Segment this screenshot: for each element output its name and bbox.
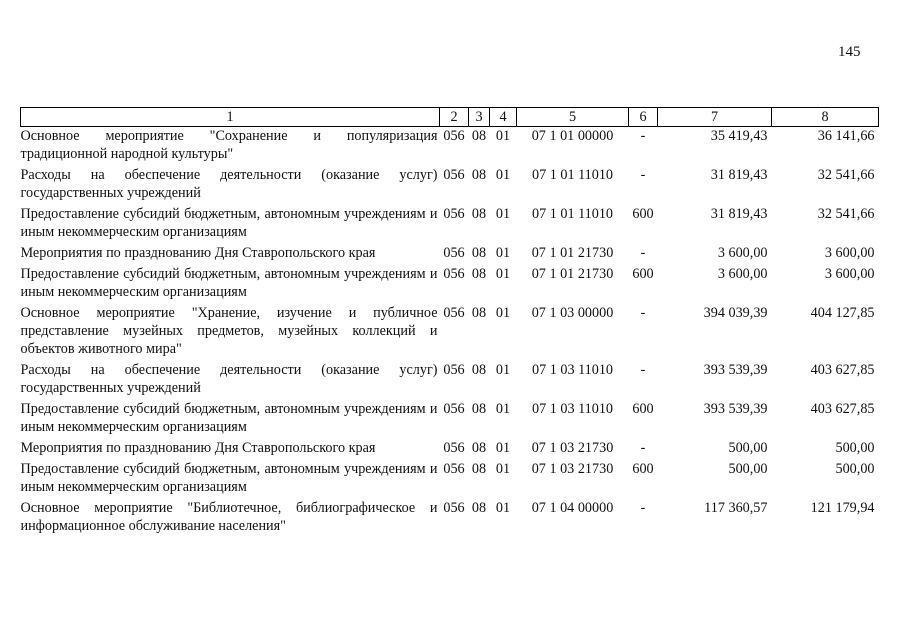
subsection-code: 01 (495, 305, 511, 321)
expense-name: Расходы на обеспечение деятельности (оказание услуг) государственных учреждений (20, 362, 438, 396)
table-row (21, 400, 879, 436)
expense-type-code: 600 (632, 206, 654, 222)
expense-type-code: - (640, 362, 646, 378)
table-row (21, 304, 879, 358)
amount-year-1: 117 360,57 (704, 500, 768, 516)
section-code: 08 (471, 461, 487, 477)
ministry-code: 056 (443, 461, 465, 477)
table-row (21, 361, 879, 397)
budget-table (20, 107, 879, 535)
expense-name: Мероприятия по празднованию Дня Ставропольского края (20, 440, 376, 456)
amount-year-1: 31 819,43 (710, 167, 768, 183)
amount-year-1: 393 539,39 (703, 362, 768, 378)
table-row (21, 166, 879, 202)
amount-year-1: 3 600,00 (717, 266, 768, 282)
expense-name: Предоставление субсидий бюджетным, автономным учреждениям и иным некоммерческим организациям (20, 461, 438, 495)
table-row (21, 499, 879, 535)
target-item-code: 07 1 01 00000 (531, 128, 614, 144)
expense-name: Предоставление субсидий бюджетным, автономным учреждениям и иным некоммерческим организациям (20, 266, 438, 300)
ministry-code: 056 (443, 206, 465, 222)
expense-type-code: 600 (632, 401, 654, 417)
subsection-code: 01 (495, 167, 511, 183)
target-item-code: 07 1 03 11010 (531, 401, 614, 417)
table-row (21, 265, 879, 301)
amount-year-1: 394 039,39 (703, 305, 768, 321)
amount-year-1: 35 419,43 (710, 128, 768, 144)
expense-name: Основное мероприятие "Хранение, изучение и публичное представление музейных предметов, музейных коллекций и объектов животного мира" (20, 305, 438, 357)
section-code: 08 (471, 500, 487, 516)
header-cell: 1 (21, 108, 440, 127)
section-code: 08 (471, 362, 487, 378)
header-cell: 2 (440, 108, 469, 127)
target-item-code: 07 1 03 21730 (531, 440, 614, 456)
expense-type-code: - (640, 245, 646, 261)
ministry-code: 056 (443, 440, 465, 456)
amount-year-1: 500,00 (728, 461, 768, 477)
amount-year-2: 3 600,00 (824, 245, 875, 261)
expense-name: Расходы на обеспечение деятельности (оказание услуг) государственных учреждений (20, 167, 438, 201)
section-code: 08 (471, 305, 487, 321)
ministry-code: 056 (443, 266, 465, 282)
target-item-code: 07 1 01 11010 (531, 167, 614, 183)
table-row (21, 439, 879, 457)
ministry-code: 056 (443, 362, 465, 378)
expense-type-code: 600 (632, 266, 654, 282)
expense-name: Основное мероприятие "Библиотечное, библиографическое и информационное обслуживание населения" (20, 500, 438, 534)
header-row (21, 108, 879, 127)
amount-year-2: 403 627,85 (810, 362, 875, 378)
subsection-code: 01 (495, 500, 511, 516)
header-cell: 8 (772, 108, 879, 127)
subsection-code: 01 (495, 401, 511, 417)
table-row (21, 205, 879, 241)
section-code: 08 (471, 206, 487, 222)
subsection-code: 01 (495, 440, 511, 456)
header-cell: 6 (629, 108, 658, 127)
expense-name: Предоставление субсидий бюджетным, автономным учреждениям и иным некоммерческим организациям (20, 401, 438, 435)
ministry-code: 056 (443, 167, 465, 183)
amount-year-2: 121 179,94 (810, 500, 875, 516)
expense-name: Основное мероприятие "Сохранение и популяризация традиционной народной культуры" (20, 128, 438, 162)
target-item-code: 07 1 03 11010 (531, 362, 614, 378)
expense-type-code: - (640, 305, 646, 321)
amount-year-2: 32 541,66 (817, 167, 875, 183)
expense-type-code: - (640, 167, 646, 183)
expense-name: Мероприятия по празднованию Дня Ставропольского края (20, 245, 376, 261)
expense-name: Предоставление субсидий бюджетным, автономным учреждениям и иным некоммерческим организациям (20, 206, 438, 240)
amount-year-2: 3 600,00 (824, 266, 875, 282)
subsection-code: 01 (495, 128, 511, 144)
section-code: 08 (471, 401, 487, 417)
target-item-code: 07 1 01 21730 (531, 266, 614, 282)
header-cell: 5 (517, 108, 629, 127)
table-row (21, 127, 879, 164)
expense-type-code: 600 (632, 461, 654, 477)
amount-year-1: 3 600,00 (717, 245, 768, 261)
amount-year-2: 36 141,66 (817, 128, 875, 144)
target-item-code: 07 1 03 00000 (531, 305, 614, 321)
section-code: 08 (471, 266, 487, 282)
target-item-code: 07 1 01 11010 (531, 206, 614, 222)
subsection-code: 01 (495, 461, 511, 477)
ministry-code: 056 (443, 245, 465, 261)
header-cell: 4 (490, 108, 517, 127)
expense-type-code: - (640, 440, 646, 456)
target-item-code: 07 1 04 00000 (531, 500, 614, 516)
amount-year-2: 32 541,66 (817, 206, 875, 222)
amount-year-1: 31 819,43 (710, 206, 768, 222)
section-code: 08 (471, 167, 487, 183)
subsection-code: 01 (495, 206, 511, 222)
table-row (21, 244, 879, 262)
expense-type-code: - (640, 500, 646, 516)
table-row (21, 460, 879, 496)
ministry-code: 056 (443, 128, 465, 144)
amount-year-1: 393 539,39 (703, 401, 768, 417)
ministry-code: 056 (443, 305, 465, 321)
amount-year-2: 404 127,85 (810, 305, 875, 321)
amount-year-1: 500,00 (728, 440, 768, 456)
header-cell: 3 (469, 108, 490, 127)
ministry-code: 056 (443, 500, 465, 516)
target-item-code: 07 1 01 21730 (531, 245, 614, 261)
section-code: 08 (471, 440, 487, 456)
subsection-code: 01 (495, 362, 511, 378)
table-body (21, 127, 879, 536)
expense-type-code: - (640, 128, 646, 144)
page-number: 145 (838, 44, 861, 60)
amount-year-2: 403 627,85 (810, 401, 875, 417)
section-code: 08 (471, 245, 487, 261)
target-item-code: 07 1 03 21730 (531, 461, 614, 477)
ministry-code: 056 (443, 401, 465, 417)
subsection-code: 01 (495, 266, 511, 282)
amount-year-2: 500,00 (835, 440, 875, 456)
amount-year-2: 500,00 (835, 461, 875, 477)
section-code: 08 (471, 128, 487, 144)
header-cell: 7 (658, 108, 772, 127)
subsection-code: 01 (495, 245, 511, 261)
